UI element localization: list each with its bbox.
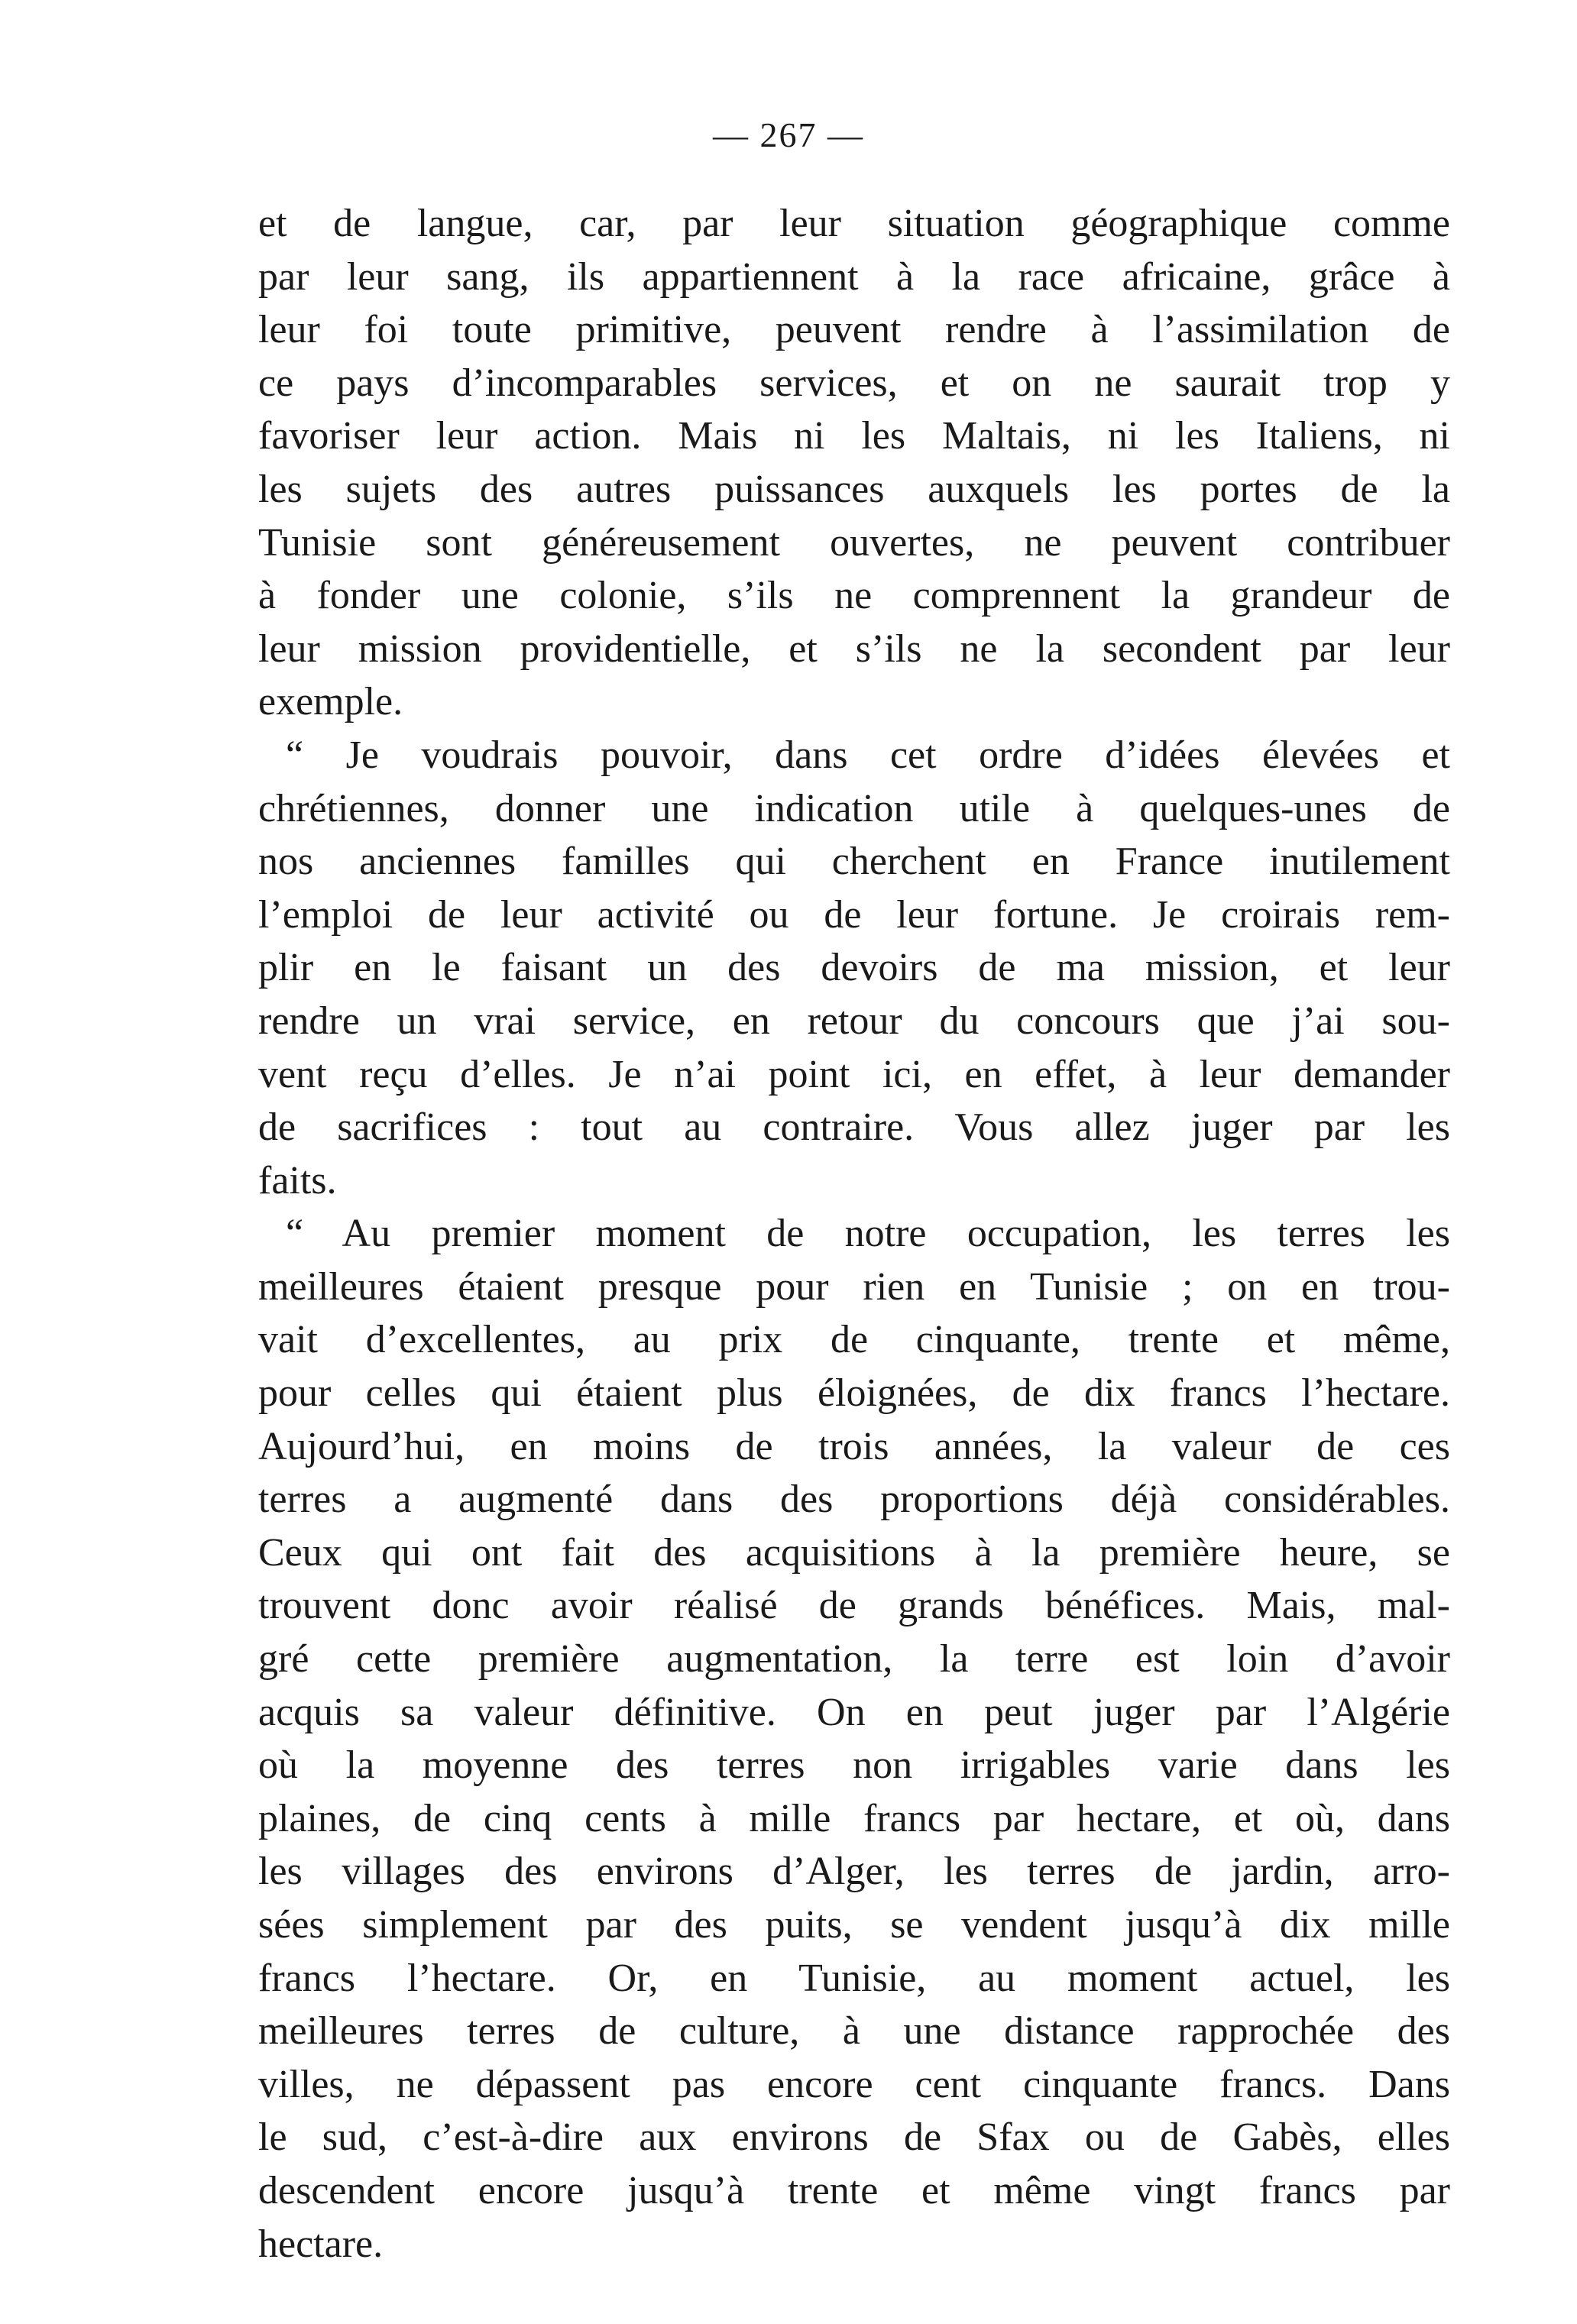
- text-line: plir en le faisant un des devoirs de ma mission, et leur: [258, 946, 1450, 990]
- text-line: et de langue, car, par leur situation géographique comme: [258, 202, 1450, 245]
- text-line: villes, ne dépassent pas encore cent cinquante francs. Dans: [258, 2062, 1450, 2106]
- text-line: de sacrifices : tout au contraire. Vous allez juger par les: [258, 1105, 1450, 1150]
- text-line: ce pays d’incomparables services, et on ne saurait trop y: [258, 361, 1450, 405]
- text-line: descendent encore jusqu’à trente et même vingt francs par: [258, 2168, 1450, 2212]
- text-line: plaines, de cinq cents à mille francs par hectare, et où, dans: [258, 1796, 1450, 1840]
- text-line: le sud, c’est-à-dire aux environs de Sfax ou de Gabès, elles: [258, 2115, 1450, 2160]
- text-line: exemple.: [258, 680, 403, 724]
- text-line: vent reçu d’elles. Je n’ai point ici, en effet, à leur demander: [258, 1052, 1450, 1096]
- page-number: — 267 —: [713, 115, 864, 154]
- text-line: Aujourd’hui, en moins de trois années, la valeur de ces: [258, 1424, 1450, 1468]
- text-line: acquis sa valeur définitive. On en peut juger par l’Algérie: [258, 1690, 1450, 1734]
- text-line: nos anciennes familles qui cherchent en France inutilement: [258, 840, 1450, 884]
- text-line: rendre un vrai service, en retour du concours que j’ai sou-: [258, 999, 1450, 1043]
- text-line: meilleures étaient presque pour rien en Tunisie ; on en trou-: [258, 1264, 1450, 1309]
- text-line: faits.: [258, 1158, 337, 1202]
- text-line: favoriser leur action. Mais ni les Maltais, ni les Italiens, ni: [258, 414, 1450, 458]
- text-line: par leur sang, ils appartiennent à la race africaine, grâce à: [258, 254, 1450, 299]
- text-line: trouvent donc avoir réalisé de grands bénéfices. Mais, mal-: [258, 1584, 1450, 1628]
- text-line: gré cette première augmentation, la terre est loin d’avoir: [258, 1637, 1450, 1682]
- text-line: Tunisie sont généreusement ouvertes, ne peuvent contribuer: [258, 520, 1450, 565]
- text-line: leur foi toute primitive, peuvent rendre à l’assimilation de: [258, 308, 1450, 352]
- text-line: Ceux qui ont fait des acquisitions à la première heure, se: [258, 1530, 1450, 1575]
- text-line: les villages des environs d’Alger, les terres de jardin, arro-: [258, 1850, 1450, 1894]
- text-line: les sujets des autres puissances auxquels les portes de la: [258, 467, 1450, 511]
- text-line: chrétiennes, donner une indication utile à quelques-unes de: [258, 786, 1450, 830]
- text-line: meilleures terres de culture, à une distance rapprochée des: [258, 2009, 1450, 2054]
- paragraph-first-line: “ Au premier moment de notre occupation, les terres les: [286, 1212, 1450, 1256]
- text-line: pour celles qui étaient plus éloignées, de dix francs l’hectare.: [258, 1371, 1450, 1416]
- text-line: vait d’excellentes, au prix de cinquante, trente et même,: [258, 1318, 1450, 1362]
- text-line: hectare.: [258, 2222, 384, 2266]
- body-text: [258, 197, 1450, 2271]
- paragraph-first-line: “ Je voudrais pouvoir, dans cet ordre d’idées élevées et: [286, 733, 1450, 777]
- text-line: où la moyenne des terres non irrigables varie dans les: [258, 1743, 1450, 1788]
- text-line: à fonder une colonie, s’ils ne comprennent la grandeur de: [258, 574, 1450, 618]
- text-line: terres a augmenté dans des proportions déjà considérables.: [258, 1478, 1450, 1522]
- text-line: francs l’hectare. Or, en Tunisie, au moment actuel, les: [258, 1956, 1450, 2000]
- text-line: sées simplement par des puits, se vendent jusqu’à dix mille: [258, 1903, 1450, 1947]
- text-line: leur mission providentielle, et s’ils ne la secondent par leur: [258, 626, 1450, 671]
- text-line: l’emploi de leur activité ou de leur fortune. Je croirais rem-: [258, 892, 1450, 937]
